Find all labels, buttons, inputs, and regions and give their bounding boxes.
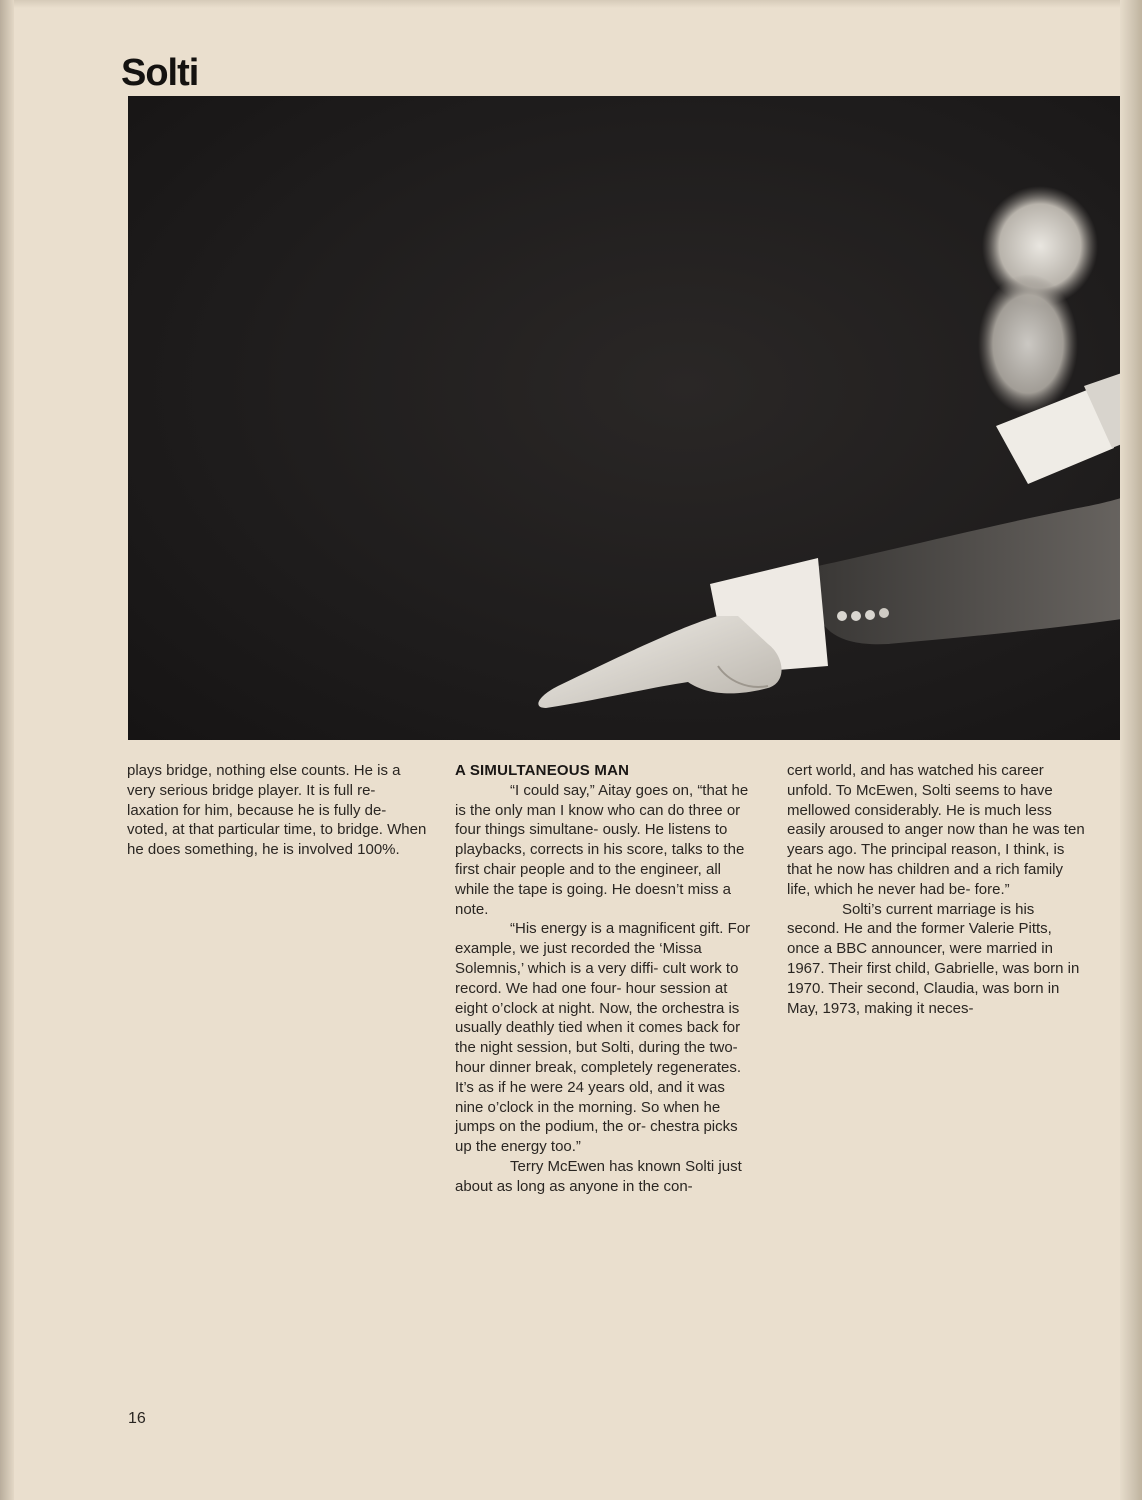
conductor-hands-photo-icon bbox=[128, 96, 1142, 740]
paragraph: plays bridge, nothing else counts. He is a very serious bridge player. It is full re- laxation for him, because he is fully de- voted, at that particular time, to bridge. When he does something, he is involved 100%. bbox=[127, 762, 427, 859]
paragraph: “His energy is a magnificent gift. For example, we just recorded the ‘Missa Solemnis,’ which is a very diffi- cult work to record. We had one four- hour session at eight o’clock at night. Now, the orchestra is usually deathly tied when it comes back for the night session, but Solti, during the two-hour dinner break, completely regenerates. It’s as if he were 24 years old, and it was nine o’clock in the morning. So when he jumps on the podium, the or- chestra picks up the energy too.” bbox=[455, 920, 751, 1156]
conductor-photo bbox=[128, 96, 1142, 740]
paragraph: cert world, and has watched his career unfold. To McEwen, Solti seems to have mellowed considerably. He is much less easily aroused to anger now than he was ten years ago. The principal reason, I think, is that he now has children and a rich family life, which he never had be- fore.” bbox=[787, 762, 1085, 898]
page-top-edge bbox=[0, 0, 1142, 8]
text-column-2 bbox=[455, 761, 755, 1197]
paragraph: Solti’s current marriage is his second. He and the former Valerie Pitts, once a BBC announcer, were married in 1967. Their first child, Gabrielle, was born in 1970. Their second, Claudia, was born in May, 1973, making it neces- bbox=[787, 900, 1080, 1017]
paragraph: “I could say,” Aitay goes on, “that he is the only man I know who can do three or four things simultane- ously. He listens to playbacks, corrects in his score, talks to the first chair people and to the engineer, all while the tape is going. He doesn’t miss a note. bbox=[455, 781, 749, 918]
paragraph: Terry McEwen has known Solti just about as long as anyone in the con- bbox=[455, 1157, 742, 1195]
text-column-3 bbox=[787, 761, 1087, 1018]
binding-shadow bbox=[0, 0, 14, 1500]
text-column-1 bbox=[127, 761, 427, 860]
facing-page-edge bbox=[1120, 0, 1142, 1500]
page-number: 16 bbox=[128, 1410, 146, 1427]
section-title: Solti bbox=[121, 52, 199, 94]
subhead: A SIMULTANEOUS MAN bbox=[455, 762, 630, 779]
